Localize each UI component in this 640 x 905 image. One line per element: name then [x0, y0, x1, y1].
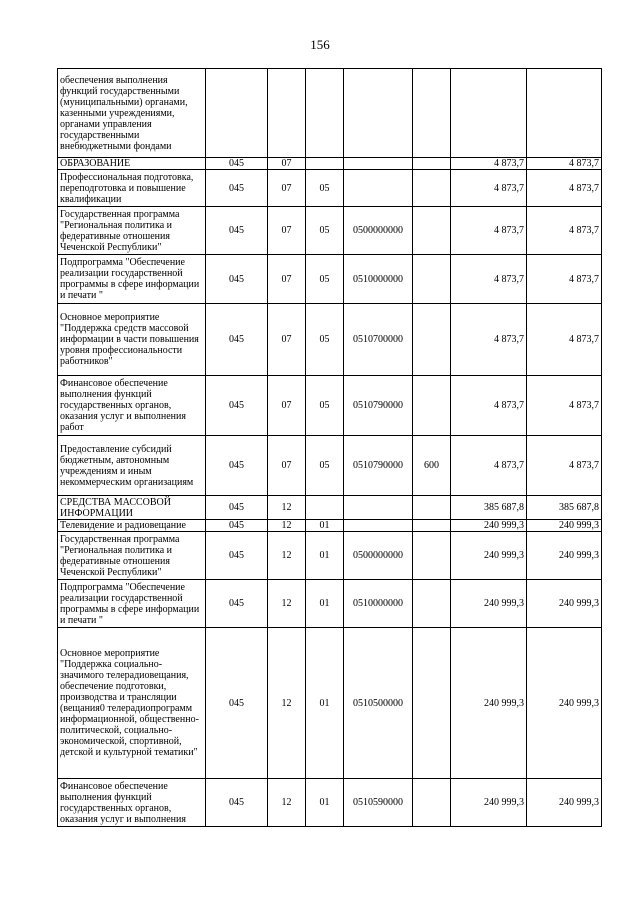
cell-amount-2: 4 873,7 [527, 376, 602, 436]
cell-amount-2: 4 873,7 [527, 158, 602, 170]
cell-name: Финансовое обеспечение выполнения функций государственных органов, оказания услуг и выполнения [58, 779, 206, 827]
cell-expense-type [413, 158, 451, 170]
cell-grbs: 045 [206, 580, 268, 628]
table-row [58, 255, 602, 304]
cell-name: Предоставление субсидий бюджетным, автономным учреждениям и иным некоммерческим организациям [58, 436, 206, 496]
cell-subsection: 05 [306, 170, 344, 207]
cell-grbs: 045 [206, 304, 268, 376]
cell-section: 07 [268, 304, 306, 376]
cell-grbs: 045 [206, 376, 268, 436]
cell-section: 07 [268, 170, 306, 207]
page-number: 156 [310, 37, 330, 52]
cell-expense-type [413, 779, 451, 827]
cell-subsection: 05 [306, 436, 344, 496]
cell-name: обеспечения выполнения функций государственными (муниципальными) органами, казенными учреждениями, органами управления государственными внебюджетными фондами [58, 69, 206, 158]
cell-amount-1: 4 873,7 [451, 170, 527, 207]
cell-subsection [306, 69, 344, 158]
cell-expense-type [413, 255, 451, 304]
cell-section: 07 [268, 255, 306, 304]
cell-name: Основное мероприятие "Поддержка социально-значимого телерадиовещания, обеспечение подготовки, производства и трансляции (вещания0 телерадиопрограмм информационной, общественно-политической, социально-экономической, спортивной, детской и культурной тематики" [58, 628, 206, 779]
table-row [58, 376, 602, 436]
cell-section: 12 [268, 496, 306, 520]
table-row [58, 158, 602, 170]
table-row [58, 628, 602, 779]
cell-amount-1: 240 999,3 [451, 520, 527, 532]
cell-amount-1: 4 873,7 [451, 436, 527, 496]
budget-table [57, 68, 602, 827]
cell-name: ОБРАЗОВАНИЕ [58, 158, 206, 170]
cell-amount-2: 240 999,3 [527, 520, 602, 532]
cell-grbs: 045 [206, 436, 268, 496]
cell-subsection: 05 [306, 255, 344, 304]
cell-name: Профессиональная подготовка, переподготовка и повышение квалификации [58, 170, 206, 207]
table-row [58, 304, 602, 376]
cell-grbs: 045 [206, 532, 268, 580]
cell-amount-2: 4 873,7 [527, 207, 602, 255]
cell-section: 07 [268, 207, 306, 255]
table-row [58, 580, 602, 628]
cell-subsection [306, 158, 344, 170]
cell-target-article: 0510700000 [344, 304, 413, 376]
cell-name: Финансовое обеспечение выполнения функций государственных органов, оказания услуг и выполнения работ [58, 376, 206, 436]
cell-grbs: 045 [206, 496, 268, 520]
cell-grbs: 045 [206, 255, 268, 304]
cell-grbs: 045 [206, 170, 268, 207]
table-row [58, 496, 602, 520]
cell-amount-2: 240 999,3 [527, 580, 602, 628]
cell-amount-2: 385 687,8 [527, 496, 602, 520]
cell-section: 12 [268, 779, 306, 827]
cell-amount-1: 4 873,7 [451, 158, 527, 170]
cell-section: 12 [268, 580, 306, 628]
cell-name: Подпрограмма "Обеспечение реализации государственной программы в сфере информации и печати " [58, 580, 206, 628]
table-body [58, 69, 602, 827]
cell-name: Основное мероприятие "Поддержка средств массовой информации в части повышения уровня профессиональности работников" [58, 304, 206, 376]
cell-section: 07 [268, 436, 306, 496]
cell-amount-2: 4 873,7 [527, 304, 602, 376]
table-row [58, 532, 602, 580]
cell-name: Телевидение и радиовещание [58, 520, 206, 532]
cell-expense-type [413, 628, 451, 779]
cell-target-article: 0510500000 [344, 628, 413, 779]
cell-target-article: 0510790000 [344, 436, 413, 496]
cell-amount-1 [451, 69, 527, 158]
cell-name: Подпрограмма "Обеспечение реализации государственной программы в сфере информации и печати " [58, 255, 206, 304]
table-row [58, 207, 602, 255]
cell-target-article: 0510590000 [344, 779, 413, 827]
cell-expense-type [413, 69, 451, 158]
cell-amount-2 [527, 69, 602, 158]
table-row [58, 436, 602, 496]
cell-expense-type [413, 304, 451, 376]
cell-grbs: 045 [206, 158, 268, 170]
cell-section: 07 [268, 158, 306, 170]
cell-expense-type [413, 376, 451, 436]
cell-section: 07 [268, 376, 306, 436]
table-row [58, 170, 602, 207]
cell-expense-type [413, 520, 451, 532]
cell-subsection: 05 [306, 304, 344, 376]
cell-grbs: 045 [206, 520, 268, 532]
cell-expense-type [413, 532, 451, 580]
cell-target-article: 0500000000 [344, 207, 413, 255]
cell-target-article: 0500000000 [344, 532, 413, 580]
cell-amount-1: 240 999,3 [451, 628, 527, 779]
cell-amount-2: 4 873,7 [527, 170, 602, 207]
table-row [58, 779, 602, 827]
cell-amount-2: 4 873,7 [527, 255, 602, 304]
cell-amount-2: 240 999,3 [527, 779, 602, 827]
cell-target-article [344, 69, 413, 158]
cell-name: Государственная программа "Региональная политика и федеративные отношения Чеченской Республики" [58, 532, 206, 580]
cell-subsection: 01 [306, 628, 344, 779]
cell-target-article [344, 158, 413, 170]
cell-expense-type [413, 580, 451, 628]
cell-subsection: 05 [306, 376, 344, 436]
cell-section: 12 [268, 628, 306, 779]
cell-name: Государственная программа "Региональная политика и федеративные отношения Чеченской Республики" [58, 207, 206, 255]
cell-subsection [306, 496, 344, 520]
cell-expense-type [413, 207, 451, 255]
cell-target-article: 0510000000 [344, 255, 413, 304]
cell-amount-1: 240 999,3 [451, 532, 527, 580]
cell-subsection: 01 [306, 520, 344, 532]
cell-grbs: 045 [206, 628, 268, 779]
cell-amount-1: 4 873,7 [451, 207, 527, 255]
cell-expense-type [413, 496, 451, 520]
cell-expense-type [413, 170, 451, 207]
cell-amount-2: 4 873,7 [527, 436, 602, 496]
table-row [58, 520, 602, 532]
cell-amount-1: 4 873,7 [451, 304, 527, 376]
cell-target-article [344, 170, 413, 207]
table-row [58, 69, 602, 158]
cell-target-article: 0510790000 [344, 376, 413, 436]
cell-grbs [206, 69, 268, 158]
cell-subsection: 01 [306, 779, 344, 827]
cell-amount-1: 4 873,7 [451, 376, 527, 436]
cell-subsection: 05 [306, 207, 344, 255]
cell-amount-1: 240 999,3 [451, 779, 527, 827]
cell-subsection: 01 [306, 532, 344, 580]
cell-grbs: 045 [206, 207, 268, 255]
cell-section: 12 [268, 520, 306, 532]
cell-subsection: 01 [306, 580, 344, 628]
cell-grbs: 045 [206, 779, 268, 827]
cell-amount-1: 4 873,7 [451, 255, 527, 304]
cell-amount-2: 240 999,3 [527, 628, 602, 779]
cell-target-article: 0510000000 [344, 580, 413, 628]
cell-amount-2: 240 999,3 [527, 532, 602, 580]
cell-section: 12 [268, 532, 306, 580]
cell-target-article [344, 520, 413, 532]
cell-section [268, 69, 306, 158]
cell-amount-1: 385 687,8 [451, 496, 527, 520]
cell-amount-1: 240 999,3 [451, 580, 527, 628]
cell-expense-type: 600 [413, 436, 451, 496]
cell-target-article [344, 496, 413, 520]
cell-name: СРЕДСТВА МАССОВОЙ ИНФОРМАЦИИ [58, 496, 206, 520]
